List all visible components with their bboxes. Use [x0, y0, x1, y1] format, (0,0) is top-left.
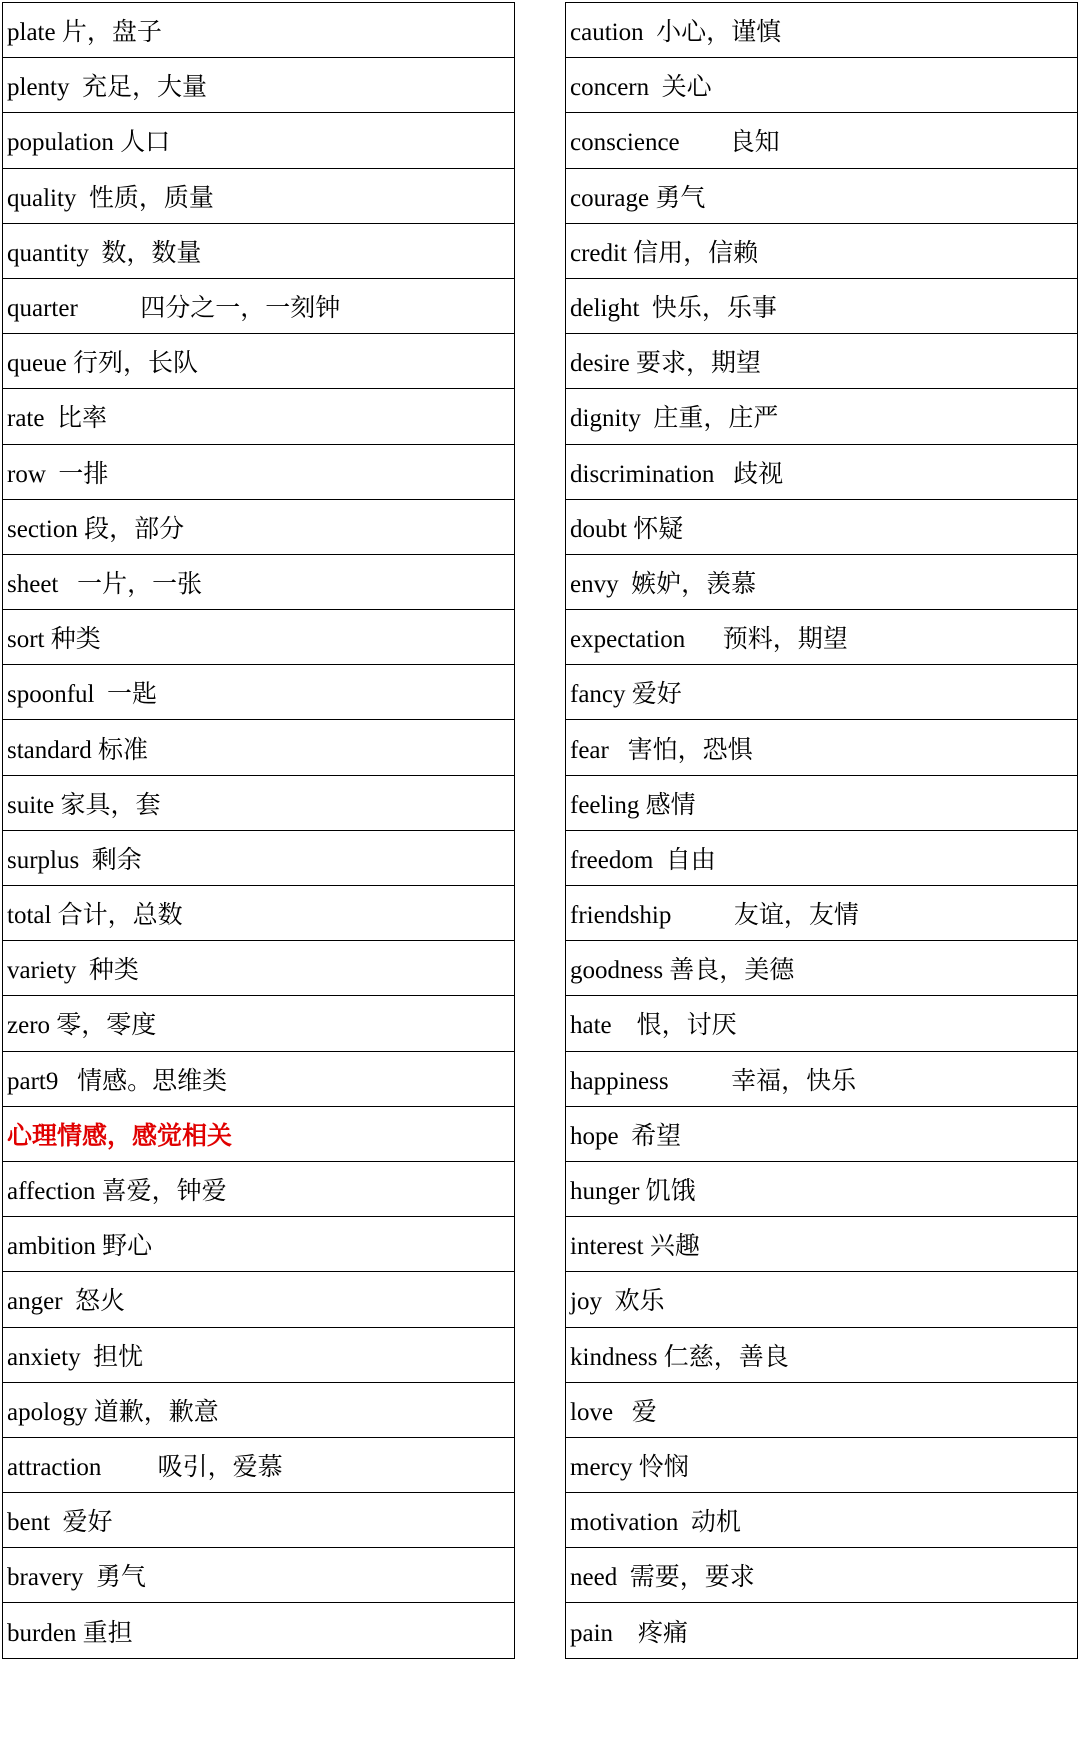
vocab-row	[566, 168, 1078, 223]
vocab-row	[566, 1272, 1078, 1327]
vocab-entry: sheet 一片，一张	[3, 554, 515, 609]
vocab-entry: affection 喜爱，钟爱	[3, 1161, 515, 1216]
vocab-row	[566, 941, 1078, 996]
vocab-entry: feeling 感情	[566, 775, 1078, 830]
section-heading: 心理情感，感觉相关	[3, 1106, 515, 1161]
vocab-row	[566, 610, 1078, 665]
vocab-entry: discrimination 歧视	[566, 444, 1078, 499]
vocab-row	[3, 334, 515, 389]
vocab-entry: desire 要求，期望	[566, 334, 1078, 389]
vocab-entry: sort 种类	[3, 610, 515, 665]
vocab-entry: burden 重担	[3, 1603, 515, 1658]
left-vocab-rows	[3, 3, 515, 1659]
vocab-entry: standard 标准	[3, 720, 515, 775]
vocab-entry: interest 兴趣	[566, 1217, 1078, 1272]
vocab-entry: hunger 饥饿	[566, 1161, 1078, 1216]
vocab-row	[3, 775, 515, 830]
vocab-row	[3, 168, 515, 223]
vocab-entry: bravery 勇气	[3, 1548, 515, 1603]
vocab-entry: zero 零，零度	[3, 996, 515, 1051]
vocab-entry: plenty 充足，大量	[3, 58, 515, 113]
vocab-row	[566, 665, 1078, 720]
vocab-row	[566, 996, 1078, 1051]
vocab-row	[566, 334, 1078, 389]
vocab-entry: need 需要，要求	[566, 1548, 1078, 1603]
vocab-entry: section 段，部分	[3, 499, 515, 554]
vocab-row	[3, 223, 515, 278]
vocab-row	[566, 499, 1078, 554]
vocab-entry: envy 嫉妒，羡慕	[566, 554, 1078, 609]
vocab-entry: joy 欢乐	[566, 1272, 1078, 1327]
vocab-entry: fear 害怕，恐惧	[566, 720, 1078, 775]
vocab-row	[3, 830, 515, 885]
vocab-entry: dignity 庄重，庄严	[566, 389, 1078, 444]
vocab-row	[3, 1161, 515, 1216]
vocab-entry: variety 种类	[3, 941, 515, 996]
vocab-row	[566, 58, 1078, 113]
vocab-row	[3, 1272, 515, 1327]
vocab-row	[3, 1493, 515, 1548]
vocab-row	[566, 389, 1078, 444]
vocab-entry: quality 性质，质量	[3, 168, 515, 223]
vocab-entry: fancy 爱好	[566, 665, 1078, 720]
vocab-row	[566, 223, 1078, 278]
vocab-entry: ambition 野心	[3, 1217, 515, 1272]
vocab-row	[566, 1106, 1078, 1161]
vocab-row	[566, 1217, 1078, 1272]
vocab-entry: hope 希望	[566, 1106, 1078, 1161]
vocab-row	[3, 58, 515, 113]
vocab-entry: friendship 友谊，友情	[566, 886, 1078, 941]
vocab-entry: apology 道歉，歉意	[3, 1382, 515, 1437]
vocab-entry: goodness 善良，美德	[566, 941, 1078, 996]
vocab-entry: expectation 预料，期望	[566, 610, 1078, 665]
vocab-entry: quarter 四分之一，一刻钟	[3, 278, 515, 333]
vocab-entry: doubt 怀疑	[566, 499, 1078, 554]
vocab-entry: row 一排	[3, 444, 515, 499]
vocab-row	[3, 499, 515, 554]
vocab-row	[566, 554, 1078, 609]
vocab-entry: anxiety 担忧	[3, 1327, 515, 1382]
vocab-row	[566, 1437, 1078, 1492]
vocab-row	[566, 1382, 1078, 1437]
vocab-row	[3, 720, 515, 775]
vocab-entry: credit 信用，信赖	[566, 223, 1078, 278]
vocab-row	[3, 554, 515, 609]
vocab-row	[566, 1051, 1078, 1106]
vocab-entry: pain 疼痛	[566, 1603, 1078, 1658]
vocab-entry: spoonful 一匙	[3, 665, 515, 720]
vocab-entry: motivation 动机	[566, 1493, 1078, 1548]
vocab-entry: freedom 自由	[566, 830, 1078, 885]
vocab-row	[3, 1217, 515, 1272]
vocab-row	[3, 444, 515, 499]
vocab-row	[566, 3, 1078, 58]
right-vocab-table	[565, 2, 1078, 1659]
vocab-row	[3, 1548, 515, 1603]
vocab-row	[3, 278, 515, 333]
vocab-entry: plate 片，盘子	[3, 3, 515, 58]
right-vocab-rows	[566, 3, 1078, 1659]
vocab-row	[3, 113, 515, 168]
vocab-row	[566, 444, 1078, 499]
vocab-row	[3, 610, 515, 665]
left-vocab-table	[2, 2, 515, 1659]
vocab-entry: delight 快乐，乐事	[566, 278, 1078, 333]
vocab-entry: caution 小心，谨慎	[566, 3, 1078, 58]
vocab-entry: rate 比率	[3, 389, 515, 444]
vocab-row	[3, 3, 515, 58]
vocab-row	[566, 278, 1078, 333]
vocab-row	[566, 1548, 1078, 1603]
vocab-entry: happiness 幸福，快乐	[566, 1051, 1078, 1106]
vocab-row	[566, 113, 1078, 168]
vocab-entry: queue 行列，长队	[3, 334, 515, 389]
vocab-entry: concern 关心	[566, 58, 1078, 113]
vocab-entry: total 合计，总数	[3, 886, 515, 941]
vocab-row	[3, 1327, 515, 1382]
vocab-row	[3, 665, 515, 720]
vocab-entry: conscience 良知	[566, 113, 1078, 168]
vocab-row	[566, 1493, 1078, 1548]
vocab-row	[566, 830, 1078, 885]
vocab-row	[566, 1327, 1078, 1382]
vocab-row	[3, 389, 515, 444]
vocab-entry: kindness 仁慈，善良	[566, 1327, 1078, 1382]
vocab-entry: mercy 怜悯	[566, 1437, 1078, 1492]
vocab-row	[3, 1437, 515, 1492]
vocab-entry: surplus 剩余	[3, 830, 515, 885]
vocab-entry: bent 爱好	[3, 1493, 515, 1548]
vocab-row	[3, 886, 515, 941]
vocab-entry: courage 勇气	[566, 168, 1078, 223]
vocab-entry: part9 情感。思维类	[3, 1051, 515, 1106]
vocab-row	[3, 941, 515, 996]
vocab-entry: attraction 吸引，爱慕	[3, 1437, 515, 1492]
vocab-row	[566, 886, 1078, 941]
vocab-entry: anger 怒火	[3, 1272, 515, 1327]
vocab-row	[3, 1382, 515, 1437]
vocab-row	[566, 775, 1078, 830]
vocab-entry: suite 家具，套	[3, 775, 515, 830]
vocab-row	[3, 1603, 515, 1658]
vocab-entry: love 爱	[566, 1382, 1078, 1437]
vocab-entry: hate 恨，讨厌	[566, 996, 1078, 1051]
vocab-row	[3, 1051, 515, 1106]
vocab-row	[566, 1161, 1078, 1216]
vocab-row	[566, 720, 1078, 775]
vocab-entry: quantity 数，数量	[3, 223, 515, 278]
vocab-row	[3, 996, 515, 1051]
vocab-entry: population 人口	[3, 113, 515, 168]
vocab-row	[566, 1603, 1078, 1658]
vocab-row	[3, 1106, 515, 1161]
